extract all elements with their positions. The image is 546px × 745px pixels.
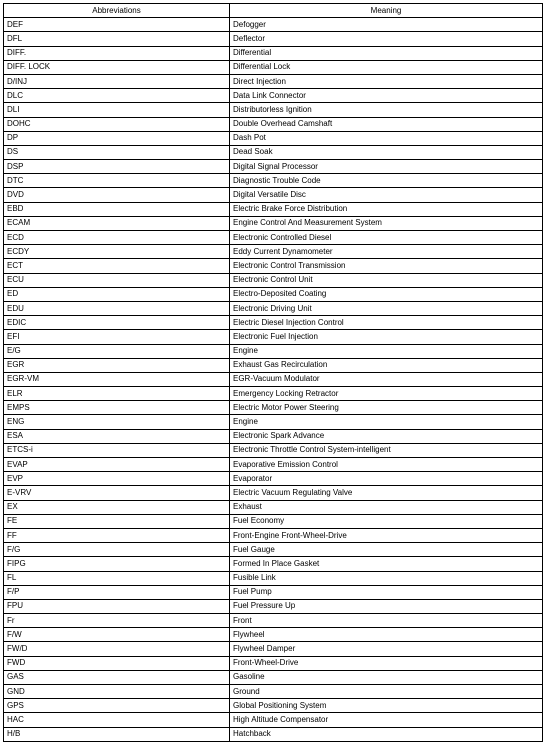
abbreviation-cell: ESA: [4, 429, 230, 443]
meaning-cell: High Altitude Compensator: [230, 713, 543, 727]
meaning-cell: Fuel Pressure Up: [230, 599, 543, 613]
abbreviation-cell: D/INJ: [4, 74, 230, 88]
table-row: [4, 599, 543, 613]
table-row: [4, 372, 543, 386]
abbreviation-cell: EFI: [4, 330, 230, 344]
abbreviation-cell: FW/D: [4, 642, 230, 656]
abbreviation-cell: DS: [4, 145, 230, 159]
abbreviation-cell: ENG: [4, 415, 230, 429]
table-row: [4, 259, 543, 273]
abbreviation-cell: DLC: [4, 89, 230, 103]
meaning-cell: Flywheel Damper: [230, 642, 543, 656]
meaning-cell: Differential: [230, 46, 543, 60]
abbreviation-cell: F/W: [4, 628, 230, 642]
meaning-cell: Eddy Current Dynamometer: [230, 245, 543, 259]
abbreviation-cell: GND: [4, 685, 230, 699]
table-row: [4, 117, 543, 131]
meaning-cell: Front-Engine Front-Wheel-Drive: [230, 528, 543, 542]
abbreviation-cell: FE: [4, 514, 230, 528]
abbreviation-cell: DLI: [4, 103, 230, 117]
meaning-cell: EGR-Vacuum Modulator: [230, 372, 543, 386]
abbreviation-cell: Fr: [4, 614, 230, 628]
meaning-cell: Electric Brake Force Distribution: [230, 202, 543, 216]
meaning-cell: Front: [230, 614, 543, 628]
meaning-cell: Engine: [230, 344, 543, 358]
table-row: [4, 670, 543, 684]
table-row: [4, 131, 543, 145]
table-row: [4, 486, 543, 500]
abbreviation-cell: FF: [4, 528, 230, 542]
abbreviation-cell: ECU: [4, 273, 230, 287]
abbreviation-cell: GPS: [4, 699, 230, 713]
abbreviation-cell: DVD: [4, 188, 230, 202]
table-row: [4, 699, 543, 713]
abbreviation-cell: DP: [4, 131, 230, 145]
abbreviation-cell: FL: [4, 571, 230, 585]
table-row: [4, 429, 543, 443]
table-row: [4, 89, 543, 103]
meaning-cell: Distributorless Ignition: [230, 103, 543, 117]
meaning-cell: Electro-Deposited Coating: [230, 287, 543, 301]
meaning-cell: Dash Pot: [230, 131, 543, 145]
abbreviation-cell: EBD: [4, 202, 230, 216]
meaning-cell: Emergency Locking Retractor: [230, 387, 543, 401]
abbreviation-cell: DSP: [4, 160, 230, 174]
abbreviation-cell: EVAP: [4, 458, 230, 472]
meaning-cell: Digital Versatile Disc: [230, 188, 543, 202]
meaning-cell: Front-Wheel-Drive: [230, 656, 543, 670]
table-row: [4, 500, 543, 514]
table-row: [4, 74, 543, 88]
table-row: [4, 628, 543, 642]
table-row: [4, 727, 543, 741]
meaning-cell: Electric Vacuum Regulating Valve: [230, 486, 543, 500]
meaning-cell: Electronic Control Transmission: [230, 259, 543, 273]
table-row: [4, 713, 543, 727]
table-row: [4, 18, 543, 32]
meaning-cell: Deflector: [230, 32, 543, 46]
table-row: [4, 330, 543, 344]
meaning-cell: Double Overhead Camshaft: [230, 117, 543, 131]
abbreviation-cell: ELR: [4, 387, 230, 401]
abbreviation-cell: EGR: [4, 358, 230, 372]
abbreviation-cell: EDU: [4, 301, 230, 315]
abbreviation-cell: EGR-VM: [4, 372, 230, 386]
abbreviation-cell: E/G: [4, 344, 230, 358]
meaning-cell: Direct Injection: [230, 74, 543, 88]
abbreviations-table: [3, 3, 543, 742]
meaning-cell: Fuel Pump: [230, 585, 543, 599]
abbreviation-cell: ECAM: [4, 216, 230, 230]
meaning-cell: Engine Control And Measurement System: [230, 216, 543, 230]
table-row: [4, 160, 543, 174]
table-row: [4, 344, 543, 358]
table-row: [4, 202, 543, 216]
abbreviation-cell: EX: [4, 500, 230, 514]
table-row: [4, 585, 543, 599]
abbreviation-cell: H/B: [4, 727, 230, 741]
table-row: [4, 145, 543, 159]
table-row: [4, 174, 543, 188]
meaning-cell: Formed In Place Gasket: [230, 557, 543, 571]
table-row: [4, 656, 543, 670]
meaning-cell: Exhaust: [230, 500, 543, 514]
abbreviation-cell: F/G: [4, 543, 230, 557]
abbreviation-cell: EDIC: [4, 316, 230, 330]
meaning-cell: Gasoline: [230, 670, 543, 684]
table-row: [4, 514, 543, 528]
meaning-cell: Electronic Throttle Control System-intelligent: [230, 443, 543, 457]
abbreviation-cell: DEF: [4, 18, 230, 32]
meaning-cell: Evaporator: [230, 472, 543, 486]
table-row: [4, 557, 543, 571]
meaning-cell: Hatchback: [230, 727, 543, 741]
abbreviation-cell: FPU: [4, 599, 230, 613]
table-row: [4, 571, 543, 585]
abbreviation-cell: DIFF. LOCK: [4, 60, 230, 74]
table-row: [4, 287, 543, 301]
table-row: [4, 103, 543, 117]
abbreviation-cell: ECD: [4, 231, 230, 245]
table-row: [4, 32, 543, 46]
abbreviation-cell: FIPG: [4, 557, 230, 571]
meaning-cell: Global Positioning System: [230, 699, 543, 713]
meaning-cell: Evaporative Emission Control: [230, 458, 543, 472]
meaning-cell: Dead Soak: [230, 145, 543, 159]
meaning-cell: Fusible Link: [230, 571, 543, 585]
meaning-cell: Electric Motor Power Steering: [230, 401, 543, 415]
abbreviation-cell: DFL: [4, 32, 230, 46]
meaning-cell: Data Link Connector: [230, 89, 543, 103]
table-row: [4, 387, 543, 401]
table-row: [4, 60, 543, 74]
table-row: [4, 685, 543, 699]
meaning-cell: Electronic Controlled Diesel: [230, 231, 543, 245]
table-row: [4, 458, 543, 472]
abbreviation-cell: ECT: [4, 259, 230, 273]
meaning-cell: Electronic Driving Unit: [230, 301, 543, 315]
meaning-cell: Electronic Spark Advance: [230, 429, 543, 443]
abbreviation-cell: DTC: [4, 174, 230, 188]
meaning-cell: Diagnostic Trouble Code: [230, 174, 543, 188]
abbreviation-cell: ECDY: [4, 245, 230, 259]
table-row: [4, 528, 543, 542]
abbreviation-cell: ETCS-i: [4, 443, 230, 457]
table-row: [4, 46, 543, 60]
table-header-row: [4, 4, 543, 18]
table-row: [4, 543, 543, 557]
meaning-cell: Fuel Gauge: [230, 543, 543, 557]
abbreviation-cell: E-VRV: [4, 486, 230, 500]
abbreviation-cell: F/P: [4, 585, 230, 599]
table-row: [4, 642, 543, 656]
table-row: [4, 401, 543, 415]
table-row: [4, 301, 543, 315]
meaning-cell: Engine: [230, 415, 543, 429]
meaning-cell: Electric Diesel Injection Control: [230, 316, 543, 330]
table-row: [4, 443, 543, 457]
abbreviation-cell: HAC: [4, 713, 230, 727]
table-row: [4, 188, 543, 202]
meaning-cell: Ground: [230, 685, 543, 699]
meaning-cell: Exhaust Gas Recirculation: [230, 358, 543, 372]
abbreviation-cell: FWD: [4, 656, 230, 670]
abbreviation-cell: ED: [4, 287, 230, 301]
table-body: [4, 18, 543, 742]
abbreviation-cell: DIFF.: [4, 46, 230, 60]
table-row: [4, 216, 543, 230]
table-row: [4, 415, 543, 429]
abbreviation-cell: EVP: [4, 472, 230, 486]
meaning-cell: Flywheel: [230, 628, 543, 642]
table-row: [4, 472, 543, 486]
table-row: [4, 358, 543, 372]
abbreviation-cell: DOHC: [4, 117, 230, 131]
meaning-cell: Electronic Fuel Injection: [230, 330, 543, 344]
header-abbreviations: Abbreviations: [4, 4, 230, 18]
table-row: [4, 231, 543, 245]
abbreviation-cell: EMPS: [4, 401, 230, 415]
meaning-cell: Fuel Economy: [230, 514, 543, 528]
abbreviation-cell: GAS: [4, 670, 230, 684]
meaning-cell: Electronic Control Unit: [230, 273, 543, 287]
table-row: [4, 273, 543, 287]
table-row: [4, 245, 543, 259]
table-row: [4, 316, 543, 330]
table-row: [4, 614, 543, 628]
meaning-cell: Digital Signal Processor: [230, 160, 543, 174]
header-meaning: Meaning: [230, 4, 543, 18]
meaning-cell: Differential Lock: [230, 60, 543, 74]
meaning-cell: Defogger: [230, 18, 543, 32]
